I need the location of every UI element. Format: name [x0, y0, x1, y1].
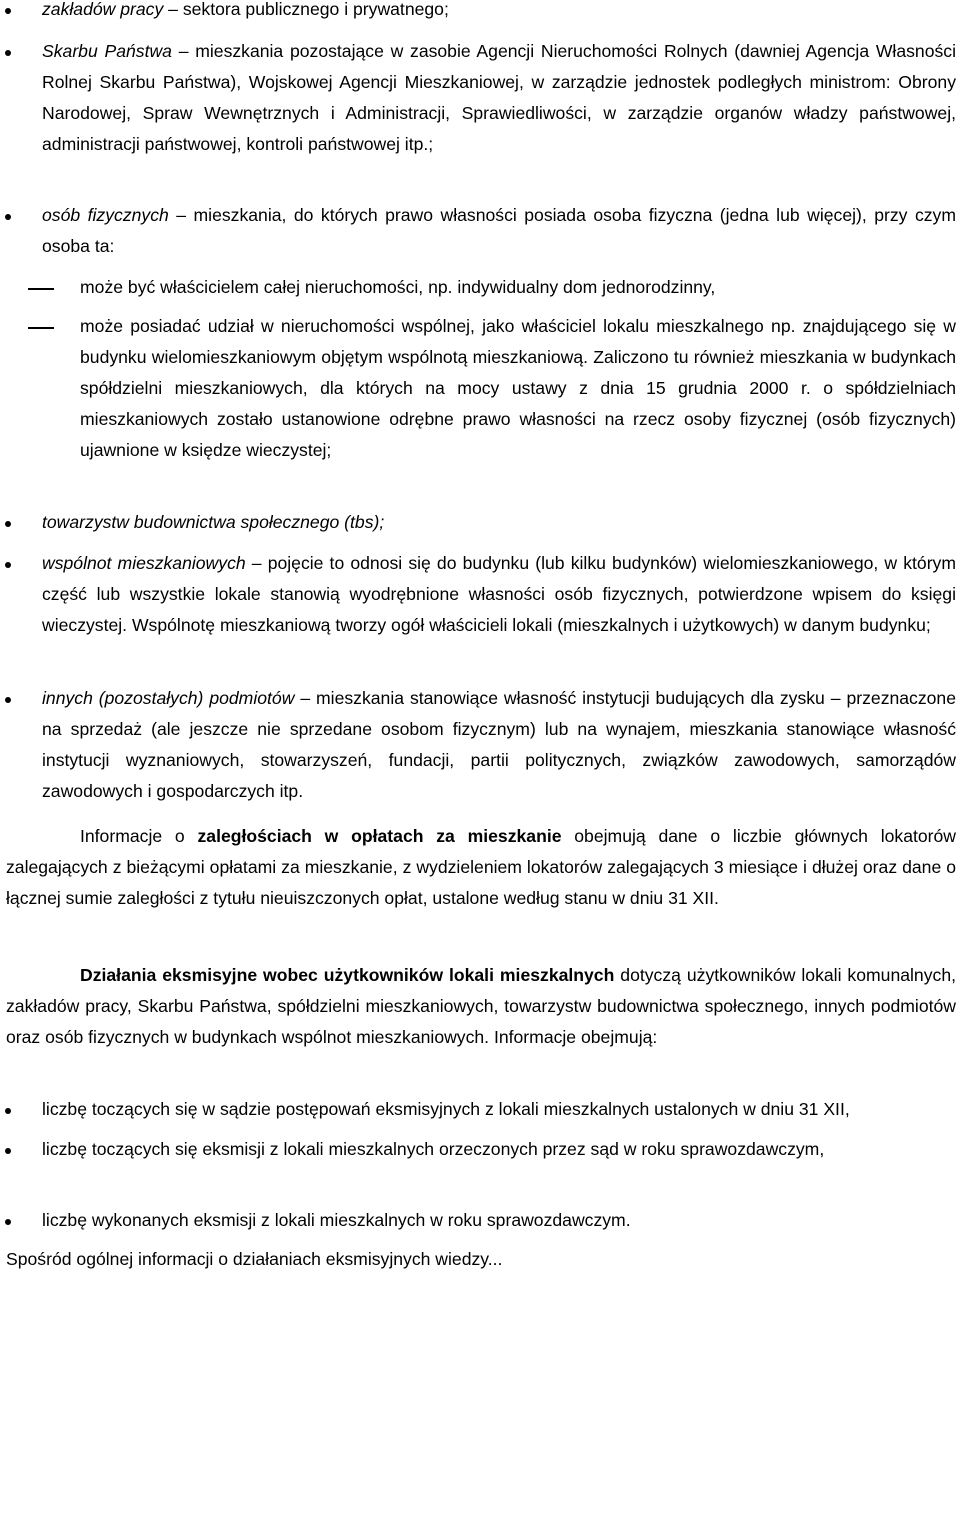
term-tbs: towarzystw budownictwa społecznego (tbs);	[42, 512, 385, 532]
list-item-evict-1: liczbę toczących się w sądzie postępowań eksmisyjnych z lokali mieszkalnych ustalonych w dniu 31 XII,	[42, 1094, 956, 1125]
dash-sep: –	[245, 553, 268, 573]
paragraph-text: dotyczą użytkowników lokali komunalnych, zakładów pracy, Skarbu Państwa, spółdzielni mieszkaniowych, towarzystw budownictwa społecznego, innych podmiotów oraz osób fizycznych w budynkach wspólnot mieszkaniowych. Informacje obejmują:	[6, 965, 956, 1047]
paragraph-zaleglosci	[6, 821, 956, 914]
dash-sep: –	[294, 688, 317, 708]
sub-item-udzial: może posiadać udział w nieruchomości wspólnej, jako właściciel lokalu mieszkalnego np. znajdującego się w budynku wielomieszkaniowym objętym wspólnotą mieszkaniową. Zaliczono tu również mieszkania w budynkach spółdzielni mieszkaniowych, dla których na mocy ustawy z dnia 15 grudnia 2000 r. o spółdzielniach mieszkaniowych zostało ustanowione odrębne prawo własności na rzecz osoby fizycznej (osób fizycznych) ujawnione w księdze wieczystej;	[80, 311, 956, 466]
list-item-innych	[42, 683, 956, 807]
term-zaklady: zakładów pracy	[42, 0, 164, 19]
text-wspolnot: pojęcie to odnosi się do budynku (lub kilku budynków) wielomieszkaniowego, w którym część lub wszystkie lokale stanowią wyodrębnione własności osób fizycznych, potwierdzone wpisem do księgi wieczystej. Wspólnotę mieszkaniową tworzy ogół właścicieli lokali (mieszkalnych i użytkowych) w danym budynku;	[42, 553, 957, 635]
list-item-zaklady	[42, 0, 956, 25]
text-zaklady: sektora publicznego i prywatnego;	[182, 0, 449, 19]
list-item-wspolnot	[42, 548, 956, 641]
paragraph-text: obejmują dane o liczbie głównych lokatorów zalegających z bieżącymi opłatami za mieszkanie, z wydzieleniem lokatorów zalegających 3 miesiące i dłużej oraz dane o łącznej sumie zaległości z tytułu nieuiszczonych opłat, ustalone według stanu w dniu 31 XII.	[6, 826, 957, 908]
term-osob: osób fizycznych	[42, 205, 169, 225]
term-wspolnot: wspólnot mieszkaniowych	[42, 553, 246, 573]
term-skarb: Skarbu Państwa	[42, 41, 172, 61]
list-item-evict-3: liczbę wykonanych eksmisji z lokali mieszkalnych w roku sprawozdawczym.	[42, 1205, 956, 1236]
list-item-tbs	[42, 507, 956, 538]
bold-term: zaległościach w opłatach za mieszkanie	[197, 826, 562, 846]
paragraph-sposrod: Spośród ogólnej informacji o działaniach eksmisyjnych wiedzy...	[6, 1249, 503, 1269]
dash-sep: –	[168, 205, 194, 225]
list-item-osob	[42, 200, 956, 262]
term-innych: innych (pozostałych) podmiotów	[42, 688, 295, 708]
paragraph-text: Informacje o	[80, 826, 198, 846]
list-item-evict-2: liczbę toczących się eksmisji z lokali mieszkalnych orzeczonych przez sąd w roku sprawozdawczym,	[42, 1134, 956, 1165]
text-innych: mieszkania stanowiące własność instytucji budujących dla zysku – przeznaczone na sprzedaż (ale jeszcze nie sprzedane osobom fizycznym) lub na wynajem, mieszkania stanowiące własność instytucji wyznaniowych, stowarzyszeń, fundacji, partii politycznych, związków zawodowych, samorządów zawodowych i gospodarczych itp.	[42, 688, 957, 801]
dash-sep: –	[163, 0, 183, 19]
list-item-skarb	[42, 36, 956, 160]
paragraph-eksmisje	[6, 960, 956, 1053]
dash-sep: –	[171, 41, 196, 61]
text-skarb: mieszkania pozostające w zasobie Agencji Nieruchomości Rolnych (dawniej Agencja Własności Rolnej Skarbu Państwa), Wojskowej Agencji Mieszkaniowej, w zarządzie jednostek podległych ministrom: Obrony Narodowej, Spraw Wewnętrznych i Administracji, Sprawiedliwości, w zarządzie organów władzy państwowej, administracji państwowej, kontroli państwowej itp.;	[42, 41, 956, 154]
bold-term: Działania eksmisyjne wobec użytkowników lokali mieszkalnych	[80, 965, 615, 985]
text-osob: mieszkania, do których prawo własności posiada osoba fizyczna (jedna lub więcej), przy czym osoba ta:	[42, 205, 956, 256]
sub-item-dom: może być właścicielem całej nieruchomości, np. indywidualny dom jednorodzinny,	[80, 272, 956, 303]
